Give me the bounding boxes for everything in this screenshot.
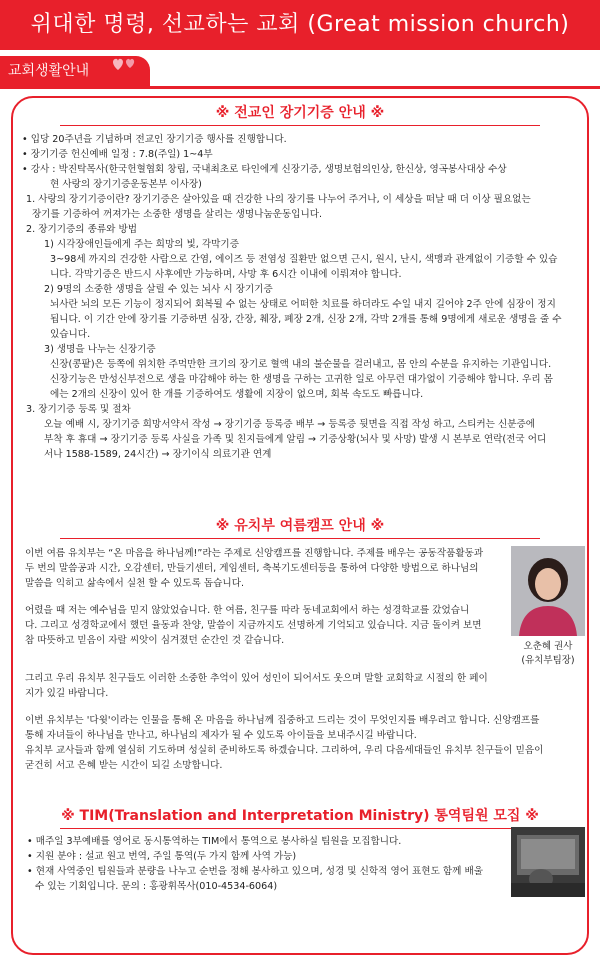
organ-line: 2. 장기기증의 종류와 방법 [26, 224, 137, 235]
organ-line: 1. 사랑의 장기기증이란? 장기기증은 살아있을 때 건강한 나의 장기를 나누어 주거나, 이 세상을 떠날 때 더 이상 필요없는 [26, 194, 531, 205]
section-divider [60, 125, 540, 126]
caption-role: (유치부팀장) [521, 655, 575, 666]
organ-line: 됩니다. 이 기간 안에 장기를 기증하면 심장, 간장, 췌장, 폐장 2개, 신장 2개, 각막 2개를 통해 9명에게 새로운 생명을 줄 수 [50, 314, 562, 325]
header-title: 위대한 명령, 선교하는 교회 (Great mission church) [30, 12, 570, 37]
heart-icon [110, 56, 140, 72]
organ-donation-section [20, 103, 580, 462]
organ-line: 3) 생명을 나누는 신장기증 [44, 344, 156, 355]
organ-line: 신장(콩팥)은 등쪽에 위치한 주먹만한 크기의 장기로 혈액 내의 불순물을 걸러내고, 몸 안의 수분을 유지하는 기관입니다. [50, 359, 552, 370]
organ-line: 신장기능은 만성신부전으로 생을 마감해야 하는 한 생명을 구하는 고귀한 일로 아무런 대가없이 기증해야 합니다. 우리 몸 [50, 374, 553, 385]
header-rule [0, 86, 600, 89]
organ-line: 3~98세 까지의 건강한 사람으로 간염, 에이즈 등 전염성 질환만 없으면 근시, 원시, 난시, 색맹과 관계없이 기증할 수 있습 [50, 254, 558, 265]
organ-line: 장기를 기증하여 꺼져가는 소중한 생명을 살리는 생명나눔운동입니다. [32, 209, 323, 220]
camp-line: 이번 유치부는 '다윗'이라는 인물을 통해 온 마음을 하나님께 집중하고 드리는 것이 무엇인지를 배우려고 합니다. 신앙캠프를 [25, 715, 540, 726]
camp-body-top [25, 546, 503, 648]
header-banner [0, 0, 600, 50]
organ-line: 부착 후 휴대 → 장기기증 등록 사실을 가족 및 친지들에게 알림 → 기증상황(뇌사 및 사망) 발생 시 본부로 연락(전국 어디 [44, 434, 547, 445]
organ-donation-body [20, 132, 580, 462]
organ-line: 니다. 각막기증은 반드시 사후에만 가능하며, 사망 후 6시간 이내에 이뤄져야 합니다. [50, 269, 402, 280]
kindergarten-camp-title: ※ 유치부 여름캠프 안내 ※ [215, 518, 385, 534]
organ-line: 3. 장기기증 등록 및 절차 [26, 404, 131, 415]
organ-line: 있습니다. [50, 329, 91, 340]
caption-name: 오춘혜 권사 [523, 641, 573, 652]
camp-line: 말씀을 익히고 삶속에서 실천 할 수 있도록 돕습니다. [25, 578, 245, 589]
section-divider [60, 538, 540, 539]
camp-line: 다. 그리고 성경학교에서 했던 율동과 찬양, 말씀이 지금까지도 선명하게 기억되고 있습니다. 지금 돌이켜 보면 [25, 620, 482, 631]
organ-line: 오늘 예배 시, 장기기증 희망서약서 작성 → 장기기증 등록증 배부 → 등록증 뒷면을 직접 작성 하고, 스티커는 신분증에 [44, 419, 536, 430]
camp-line: 이번 여름 유치부는 “온 마음을 하나님께!”라는 주제로 신앙캠프를 진행합니다. 주제를 배우는 공동작품활동과 [25, 548, 484, 559]
teacher-photo [511, 546, 585, 636]
camp-line: 유치부 교사들과 함께 열심히 기도하며 성실히 준비하도록 하겠습니다. 그리하여, 우리 다음세대들인 유치부 친구들이 믿음이 [25, 745, 544, 756]
organ-line: 서나 1588-1589, 24시간) → 장기이식 의료기관 연계 [44, 449, 272, 460]
camp-line: 그리고 우리 유치부 친구들도 이러한 소중한 추억이 있어 성인이 되어서도 웃으며 말할 교회학교 시절의 한 페이 [25, 673, 488, 684]
organ-line: 뇌사란 뇌의 모든 기능이 정지되어 회복될 수 없는 상태로 어떠한 치료를 하더라도 수일 내지 길어야 2주 안에 심장이 정지 [50, 299, 556, 310]
section-divider [60, 828, 540, 829]
camp-line: 참 따뜻하고 믿음이 자랄 씨앗이 심겨졌던 순간인 것 같습니다. [25, 635, 285, 646]
organ-line: 에는 2개의 신장이 있어 한 개를 기증하여도 생활에 지장이 없으며, 회복 속도도 빠릅니다. [50, 389, 424, 400]
tim-line: • 매주일 3부예배를 영어로 동시통역하는 TIM에서 통역으로 봉사하실 팀원을 모집합니다. [27, 836, 402, 847]
organ-line: 1) 시각장애인들에게 주는 희망의 빛, 각막기증 [44, 239, 239, 250]
camp-body-bottom [25, 671, 585, 773]
camp-line: 지가 있길 바랍니다. [25, 688, 109, 699]
tim-photo [511, 827, 585, 897]
organ-line: • 강사 : 박진탁목사(한국헌혈협회 창립, 국내최초로 타인에게 신장기증, 생명보험의인상, 한신상, 영곡봉사대상 수상 [22, 164, 507, 175]
camp-line: 두 번의 말씀공과 시간, 오감센터, 만들기센터, 게임센터, 축복기도센터등을 통하여 다양한 방법으로 하나님의 [25, 563, 479, 574]
organ-line: 2) 9명의 소중한 생명을 살릴 수 있는 뇌사 시 장기기증 [44, 284, 273, 295]
photo-caption [505, 640, 591, 668]
camp-line: 통해 자녀들이 하나님을 만나고, 하나님의 제자가 될 수 있도록 아이들을 보내주시길 바랍니다. [25, 730, 417, 741]
tim-body [25, 834, 505, 894]
camp-line: 어렸을 때 저는 예수님을 믿지 않았었습니다. 한 여름, 친구를 따라 동네교회에서 하는 성경학교를 갔었습니 [25, 605, 470, 616]
tim-line: • 지원 분야 : 설교 원고 번역, 주일 통역(두 가지 함께 사역 가능) [27, 851, 297, 862]
tim-line: • 현재 사역중인 팀원들과 분량을 나누고 순번을 정해 봉사하고 있으며, 성경 및 신학적 영어 표현도 함께 배울 [27, 866, 484, 877]
section-tab-label: 교회생활안내 [8, 63, 90, 79]
tim-line: 수 있는 기회입니다. 문의 : 홍광휘목사(010-4534-6064) [35, 881, 278, 892]
organ-donation-title: ※ 전교인 장기기증 안내 ※ [215, 105, 385, 121]
organ-line: • 입당 20주년을 기념하며 전교인 장기기증 행사를 진행합니다. [22, 134, 287, 145]
kindergarten-camp-section [20, 516, 580, 545]
tim-section [20, 806, 580, 835]
organ-line: • 장기기증 헌신예배 일정 : 7.8(주일) 1~4부 [22, 149, 213, 160]
organ-line: 현 사랑의 장기기증운동본부 이사장) [50, 179, 202, 190]
tim-title: ※ TIM(Translation and Interpretation Ministry) 통역팀원 모집 ※ [61, 808, 539, 824]
camp-line: 굳건히 서고 은혜 받는 시간이 되길 소망합니다. [25, 760, 223, 771]
